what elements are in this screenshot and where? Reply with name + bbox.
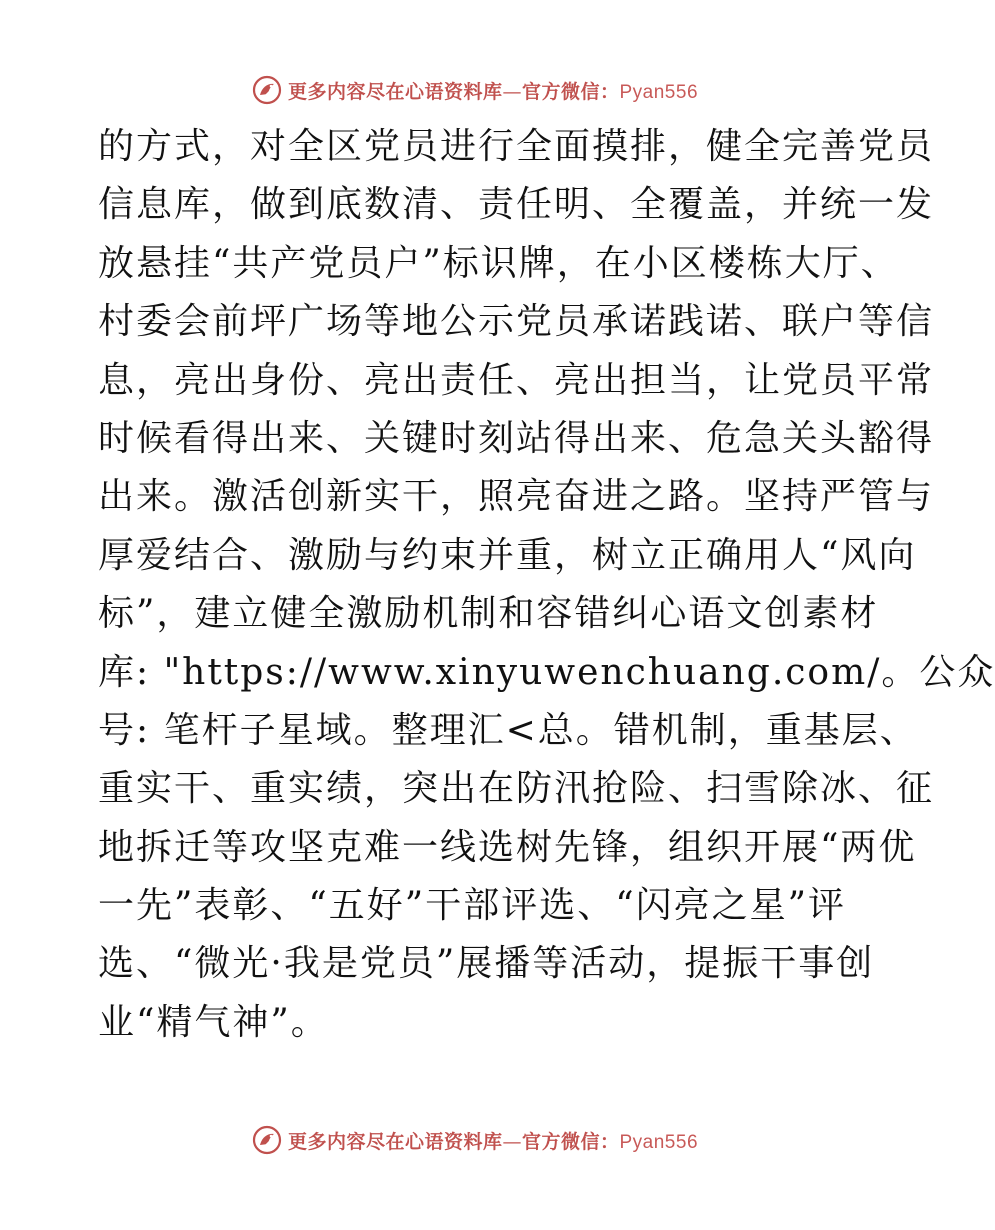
stylized-rabbit-logo-icon <box>252 75 282 105</box>
body-line: 库: "https://www.xinyuwenchuang.com/。公众 <box>98 651 995 693</box>
body-line: 放悬挂“共产党员户”标识牌，在小区楼栋大厅、 <box>98 242 899 284</box>
body-line: 的方式，对全区党员进行全面摸排，健全完善党员 <box>98 126 935 167</box>
body-line: 业“精气神”。 <box>98 1001 329 1043</box>
body-line: 地拆迁等攻坚克难一线选树先锋，组织开展“两优 <box>98 826 917 868</box>
footer-banner-text <box>288 1127 698 1154</box>
footer-banner-suffix: 官方微信： <box>521 1130 620 1153</box>
footer-banner-dash: — <box>502 1130 522 1153</box>
body-line: 信息库，做到底数清、责任明、全覆盖，并统一发 <box>98 184 935 226</box>
header-banner <box>0 70 950 110</box>
body-line: 号: 笔杆子星域。整理汇<总。错机制，重基层、 <box>98 709 918 751</box>
footer-banner-brand: Pyan556 <box>619 1131 699 1153</box>
body-line: 重实干、重实绩，突出在防汛抢险、扫雪除冰、征 <box>98 768 935 810</box>
header-banner-suffix: 官方微信： <box>521 80 620 103</box>
body-line: 一先”表彰、“五好”干部评选、“闪亮之星”评 <box>98 885 847 927</box>
body-line: 选、“微光·我是党员”展播等活动，提振干事创 <box>98 943 875 985</box>
header-banner-title: 更多内容尽在心语资料库 <box>287 80 503 103</box>
header-banner-text <box>288 77 698 104</box>
footer-banner <box>0 1120 950 1160</box>
body-line: 出来。激活创新实干，照亮奋进之路。坚持严管与 <box>98 476 935 518</box>
footer-banner-title: 更多内容尽在心语资料库 <box>287 1130 503 1153</box>
document-body <box>98 118 995 1052</box>
header-banner-dash: — <box>502 80 522 103</box>
body-line: 时候看得出来、关键时刻站得出来、危急关头豁得 <box>98 417 935 459</box>
body-line: 厚爱结合、激励与约束并重，树立正确用人“风向 <box>98 534 917 576</box>
header-banner-brand: Pyan556 <box>619 81 699 103</box>
stylized-rabbit-logo-icon <box>252 1125 282 1155</box>
body-line: 标”，建立健全激励机制和容错纠心语文创素材 <box>98 593 879 635</box>
body-line: 村委会前坪广场等地公示党员承诺践诺、联户等信 <box>98 301 935 343</box>
body-line: 息，亮出身份、亮出责任、亮出担当，让党员平常 <box>98 359 935 401</box>
